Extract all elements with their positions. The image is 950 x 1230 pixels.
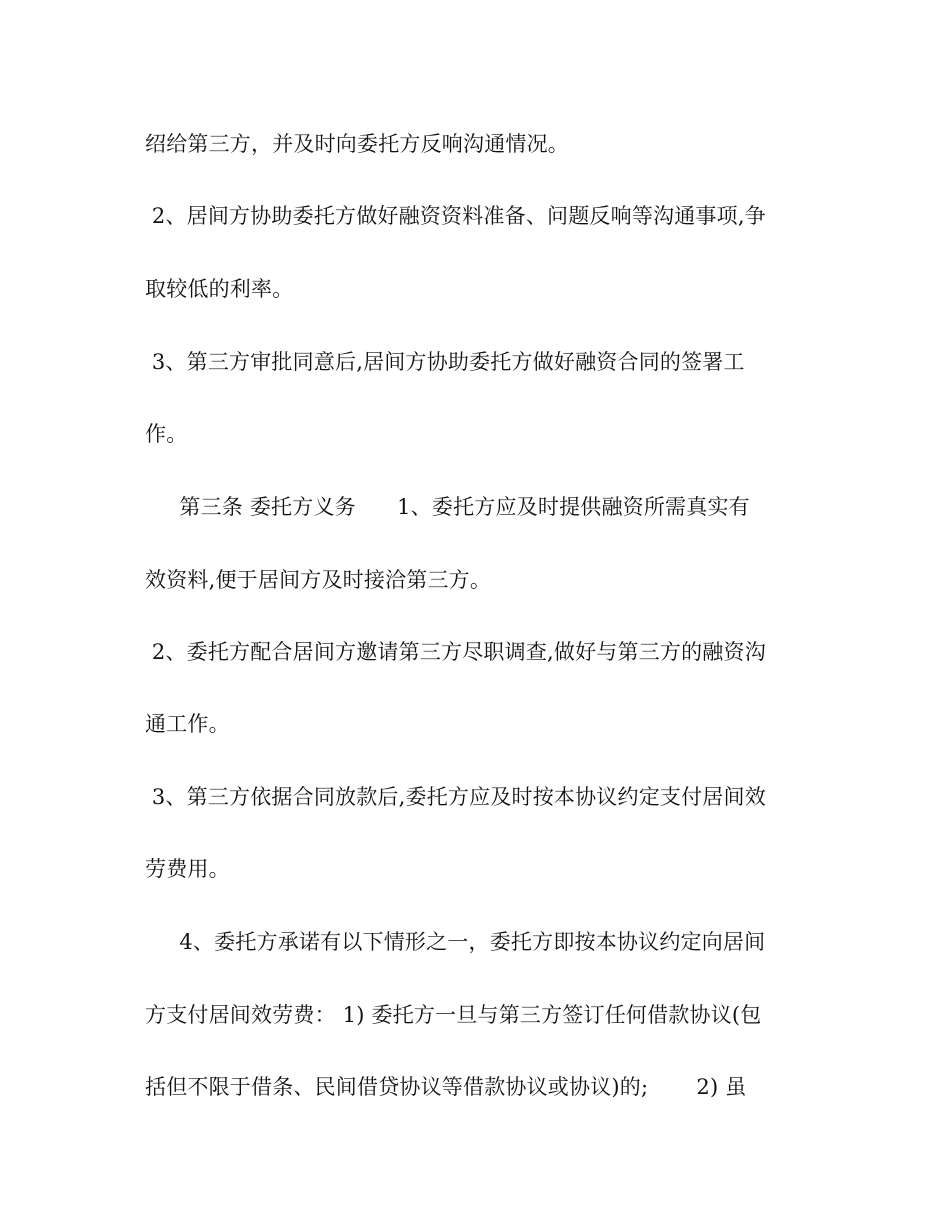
text-line-5: 作。 (145, 422, 188, 446)
text-line-2: 2、居间方协助委托方做好融资资料准备、问题反响等沟通事项,争 (145, 204, 766, 228)
text-line-7: 效资料,便于居间方及时接洽第三方。 (145, 568, 492, 592)
text-line-1: 绍给第三方，并及时向委托方反响沟通情况。 (145, 132, 569, 156)
text-line-6: 第三条 委托方义务 1、委托方应及时提供融资所需真实有 (145, 495, 750, 519)
text-line-10: 3、第三方依据合同放款后,委托方应及时按本协议约定支付居间效 (145, 785, 766, 809)
text-line-11: 劳费用。 (145, 857, 230, 881)
text-line-13: 方支付居间效劳费： 1) 委托方一旦与第三方签订任何借款协议(包 (145, 1003, 762, 1027)
text-line-8: 2、委托方配合居间方邀请第三方尽职调查,做好与第三方的融资沟 (145, 640, 766, 664)
text-line-4: 3、第三方审批同意后,居间方协助委托方做好融资合同的签署工 (145, 350, 745, 374)
text-line-3: 取较低的利率。 (145, 277, 294, 301)
text-line-12: 4、委托方承诺有以下情形之一，委托方即按本协议约定向居间 (145, 930, 766, 954)
text-line-14: 括但不限于借条、民间借贷协议等借款协议或协议)的; 2) 虽 (145, 1075, 747, 1099)
text-line-9: 通工作。 (145, 712, 230, 736)
